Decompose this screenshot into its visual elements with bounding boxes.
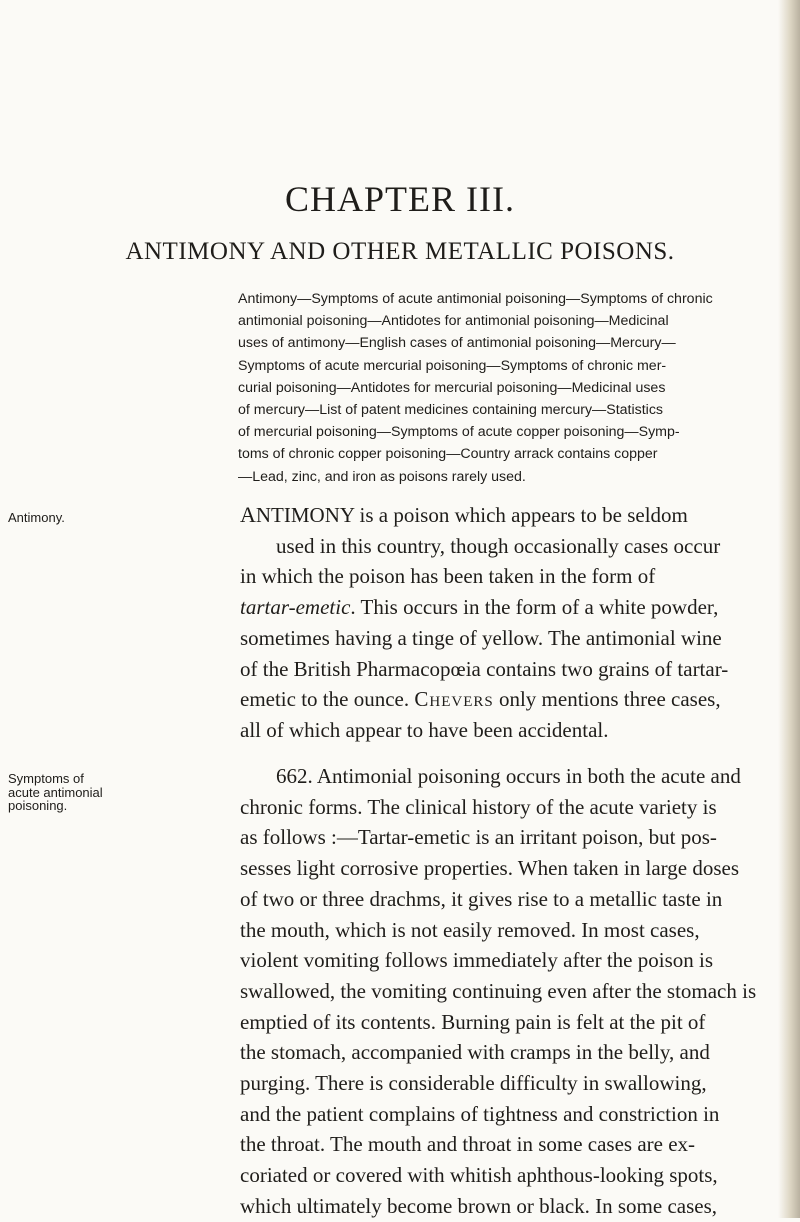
paragraph-text: . This occurs in the form of a white powder,: [350, 595, 719, 620]
section-number: 662.: [276, 764, 313, 788]
paragraph-line: all of which appear to have been accidental.: [240, 717, 609, 742]
paragraph-line: chronic forms. The clinical history of the acute variety is: [240, 794, 717, 819]
paragraph-line: the throat. The mouth and throat in some cases are ex-: [240, 1132, 696, 1157]
paragraph-text: only mentions three cases,: [498, 687, 721, 712]
paragraph-line: [240, 500, 780, 531]
synopsis-line: antimonial poisoning—Antidotes for antimonial poisoning—Medicinal: [238, 313, 669, 330]
paragraph-line: swallowed, the vomiting continuing even after the stomach is: [240, 978, 757, 1003]
chapter-title: CHAPTER III.: [285, 179, 515, 219]
paragraph-line: the mouth, which is not easily removed. In most cases,: [240, 917, 700, 942]
paragraph-text: emetic to the ounce.: [240, 687, 410, 712]
paragraph-line: which ultimately become brown or black. In some cases,: [240, 1193, 718, 1218]
author-name: Chevers: [414, 687, 494, 712]
margin-note-line: poisoning.: [8, 798, 68, 813]
paragraph-line: and the patient complains of tightness and constriction in: [240, 1101, 720, 1126]
paragraph-text: NTIMONY is a poison which appears to be seldom: [255, 503, 688, 527]
synopsis-line: of mercurial poisoning—Symptoms of acute copper poisoning—Symp-: [238, 424, 680, 441]
paragraph-line: violent vomiting follows immediately after the poison is: [240, 948, 714, 973]
synopsis-line: —Lead, zinc, and iron as poisons rarely used.: [238, 468, 526, 485]
synopsis-line: Antimony—Symptoms of acute antimonial poisoning—Symptoms of chronic: [238, 291, 713, 307]
paragraph-line: [240, 684, 780, 715]
paragraph-line: sometimes having a tinge of yellow. The antimonial wine: [240, 625, 722, 650]
paragraph-line: of two or three drachms, it gives rise to a metallic taste in: [240, 886, 723, 911]
synopsis-line: of mercury—List of patent medicines containing mercury—Statistics: [238, 402, 664, 419]
paragraph-line: sesses light corrosive properties. When taken in large doses: [240, 856, 740, 881]
paragraph-line: in which the poison has been taken in the form of: [240, 564, 656, 589]
italic-term: tartar-emetic: [240, 595, 351, 620]
margin-note-symptoms-acute: [8, 772, 123, 813]
paragraph-line: emptied of its contents. Burning pain is felt at the pit of: [240, 1009, 706, 1034]
paragraph-line: as follows :—Tartar-emetic is an irritant poison, but pos-: [240, 825, 717, 850]
margin-note-line: Symptoms of: [8, 771, 84, 786]
paragraph-662: [240, 761, 780, 1222]
chapter-subtitle: ANTIMONY AND OTHER METALLIC POISONS.: [125, 238, 675, 265]
chapter-synopsis: [238, 288, 773, 488]
margin-note-line: acute antimonial: [8, 784, 103, 800]
margin-note-antimony: Antimony.: [8, 510, 65, 525]
paragraph-line: of the British Pharmacopœia contains two grains of tartar-: [240, 656, 729, 681]
paragraph-text: Antimonial poisoning occurs in both the acute and: [316, 764, 741, 788]
synopsis-line: uses of antimony—English cases of antimonial poisoning—Mercury—: [238, 335, 676, 352]
drop-cap-letter: A: [240, 502, 256, 527]
synopsis-line: curial poisoning—Antidotes for mercurial poisoning—Medicinal uses: [238, 379, 666, 396]
synopsis-line: toms of chronic copper poisoning—Country arrack contains copper: [238, 446, 658, 463]
synopsis-line: Symptoms of acute mercurial poisoning—Symptoms of chronic mer-: [238, 357, 667, 374]
paragraph-line: [240, 592, 780, 623]
paragraph-antimony-intro: [240, 500, 780, 746]
paragraph-line: [240, 761, 780, 792]
paragraph-line: purging. There is considerable difficulty in swallowing,: [240, 1071, 707, 1096]
paragraph-line: the stomach, accompanied with cramps in the belly, and: [240, 1040, 710, 1065]
paragraph-line: used in this country, though occasionally cases occur: [276, 533, 721, 558]
paragraph-line: coriated or covered with whitish aphthous-looking spots,: [240, 1163, 718, 1188]
